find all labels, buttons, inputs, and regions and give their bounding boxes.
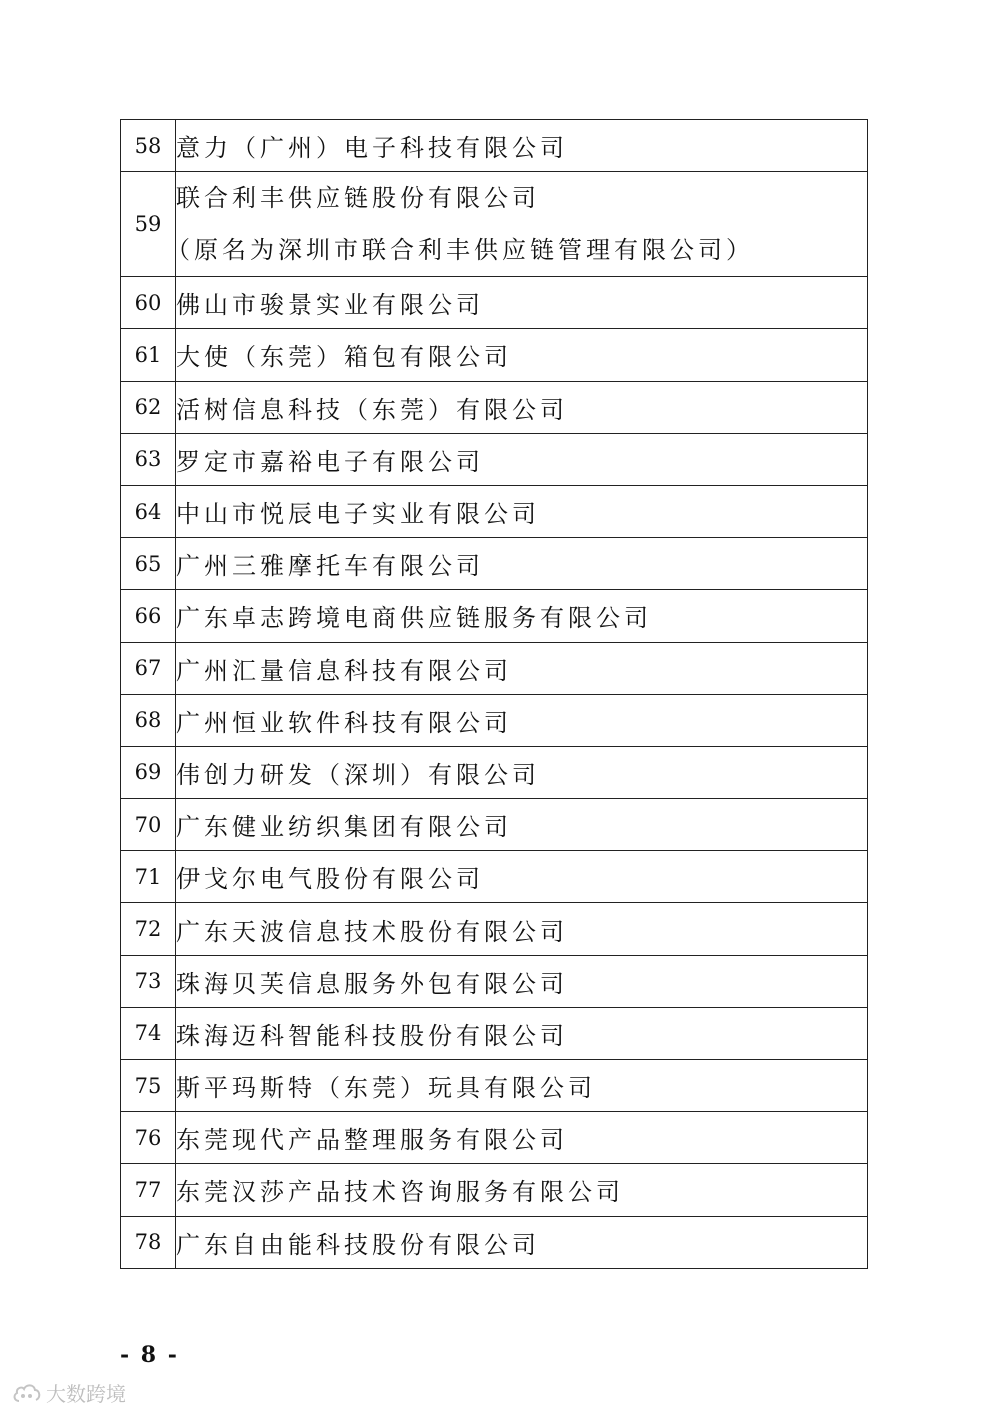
watermark (12, 1378, 126, 1407)
company-name: 珠海贝芙信息服务外包有限公司 (176, 955, 868, 1007)
table-row (121, 1112, 868, 1164)
table-row (121, 903, 868, 955)
row-number: 63 (121, 433, 176, 485)
company-name: 广东健业纺织集团有限公司 (176, 799, 868, 851)
table-row (121, 172, 868, 277)
table-row (121, 433, 868, 485)
row-number: 64 (121, 485, 176, 537)
row-number: 74 (121, 1007, 176, 1059)
table-row (121, 277, 868, 329)
table-row (121, 120, 868, 172)
table-row (121, 1060, 868, 1112)
row-number: 75 (121, 1060, 176, 1112)
table-row (121, 329, 868, 381)
table-row (121, 694, 868, 746)
row-number: 67 (121, 642, 176, 694)
table-row (121, 485, 868, 537)
company-name-cell (166, 172, 868, 277)
company-name: 广东自由能科技股份有限公司 (176, 1216, 868, 1268)
row-number: 70 (121, 799, 176, 851)
company-name: 罗定市嘉裕电子有限公司 (176, 433, 868, 485)
company-name: 联合利丰供应链股份有限公司 (176, 184, 540, 213)
row-number: 65 (121, 538, 176, 590)
company-name: 斯平玛斯特（东莞）玩具有限公司 (176, 1060, 868, 1112)
company-name: 东莞现代产品整理服务有限公司 (176, 1112, 868, 1164)
row-number: 69 (121, 746, 176, 798)
company-name: 广东卓志跨境电商供应链服务有限公司 (176, 590, 868, 642)
row-number: 61 (121, 329, 176, 381)
row-number: 59 (121, 172, 176, 277)
row-number: 71 (121, 851, 176, 903)
row-number: 76 (121, 1112, 176, 1164)
table-row (121, 746, 868, 798)
table-row (121, 1164, 868, 1216)
row-number: 78 (121, 1216, 176, 1268)
row-number: 68 (121, 694, 176, 746)
cloud-logo-icon (12, 1380, 42, 1406)
company-name: 东莞汉莎产品技术咨询服务有限公司 (176, 1164, 868, 1216)
row-number: 66 (121, 590, 176, 642)
table-row (121, 851, 868, 903)
company-name: 中山市悦辰电子实业有限公司 (176, 485, 868, 537)
company-name: 伊戈尔电气股份有限公司 (176, 851, 868, 903)
row-number: 72 (121, 903, 176, 955)
company-name: 广东天波信息技术股份有限公司 (176, 903, 868, 955)
table-row (121, 799, 868, 851)
row-number: 77 (121, 1164, 176, 1216)
company-list-table (120, 119, 868, 1269)
page-number: - 8 - (120, 1342, 179, 1368)
table-row (121, 538, 868, 590)
company-former-name: （原名为深圳市联合利丰供应链管理有限公司） (166, 236, 754, 265)
table-row (121, 590, 868, 642)
company-name: 活树信息科技（东莞）有限公司 (176, 381, 868, 433)
company-name: 伟创力研发（深圳）有限公司 (176, 746, 868, 798)
row-number: 73 (121, 955, 176, 1007)
company-name: 广州恒业软件科技有限公司 (176, 694, 868, 746)
company-name: 意力（广州）电子科技有限公司 (176, 120, 868, 172)
table-row (121, 955, 868, 1007)
row-number: 58 (121, 120, 176, 172)
table-row (121, 1007, 868, 1059)
company-name: 广州汇量信息科技有限公司 (176, 642, 868, 694)
table-row (121, 1216, 868, 1268)
row-number: 60 (121, 277, 176, 329)
table-row (121, 381, 868, 433)
row-number: 62 (121, 381, 176, 433)
company-name: 大使（东莞）箱包有限公司 (176, 329, 868, 381)
table-row (121, 642, 868, 694)
watermark-text: 大数跨境 (46, 1382, 126, 1406)
company-name: 广州三雅摩托车有限公司 (176, 538, 868, 590)
company-name: 珠海迈科智能科技股份有限公司 (176, 1007, 868, 1059)
company-name: 佛山市骏景实业有限公司 (176, 277, 868, 329)
